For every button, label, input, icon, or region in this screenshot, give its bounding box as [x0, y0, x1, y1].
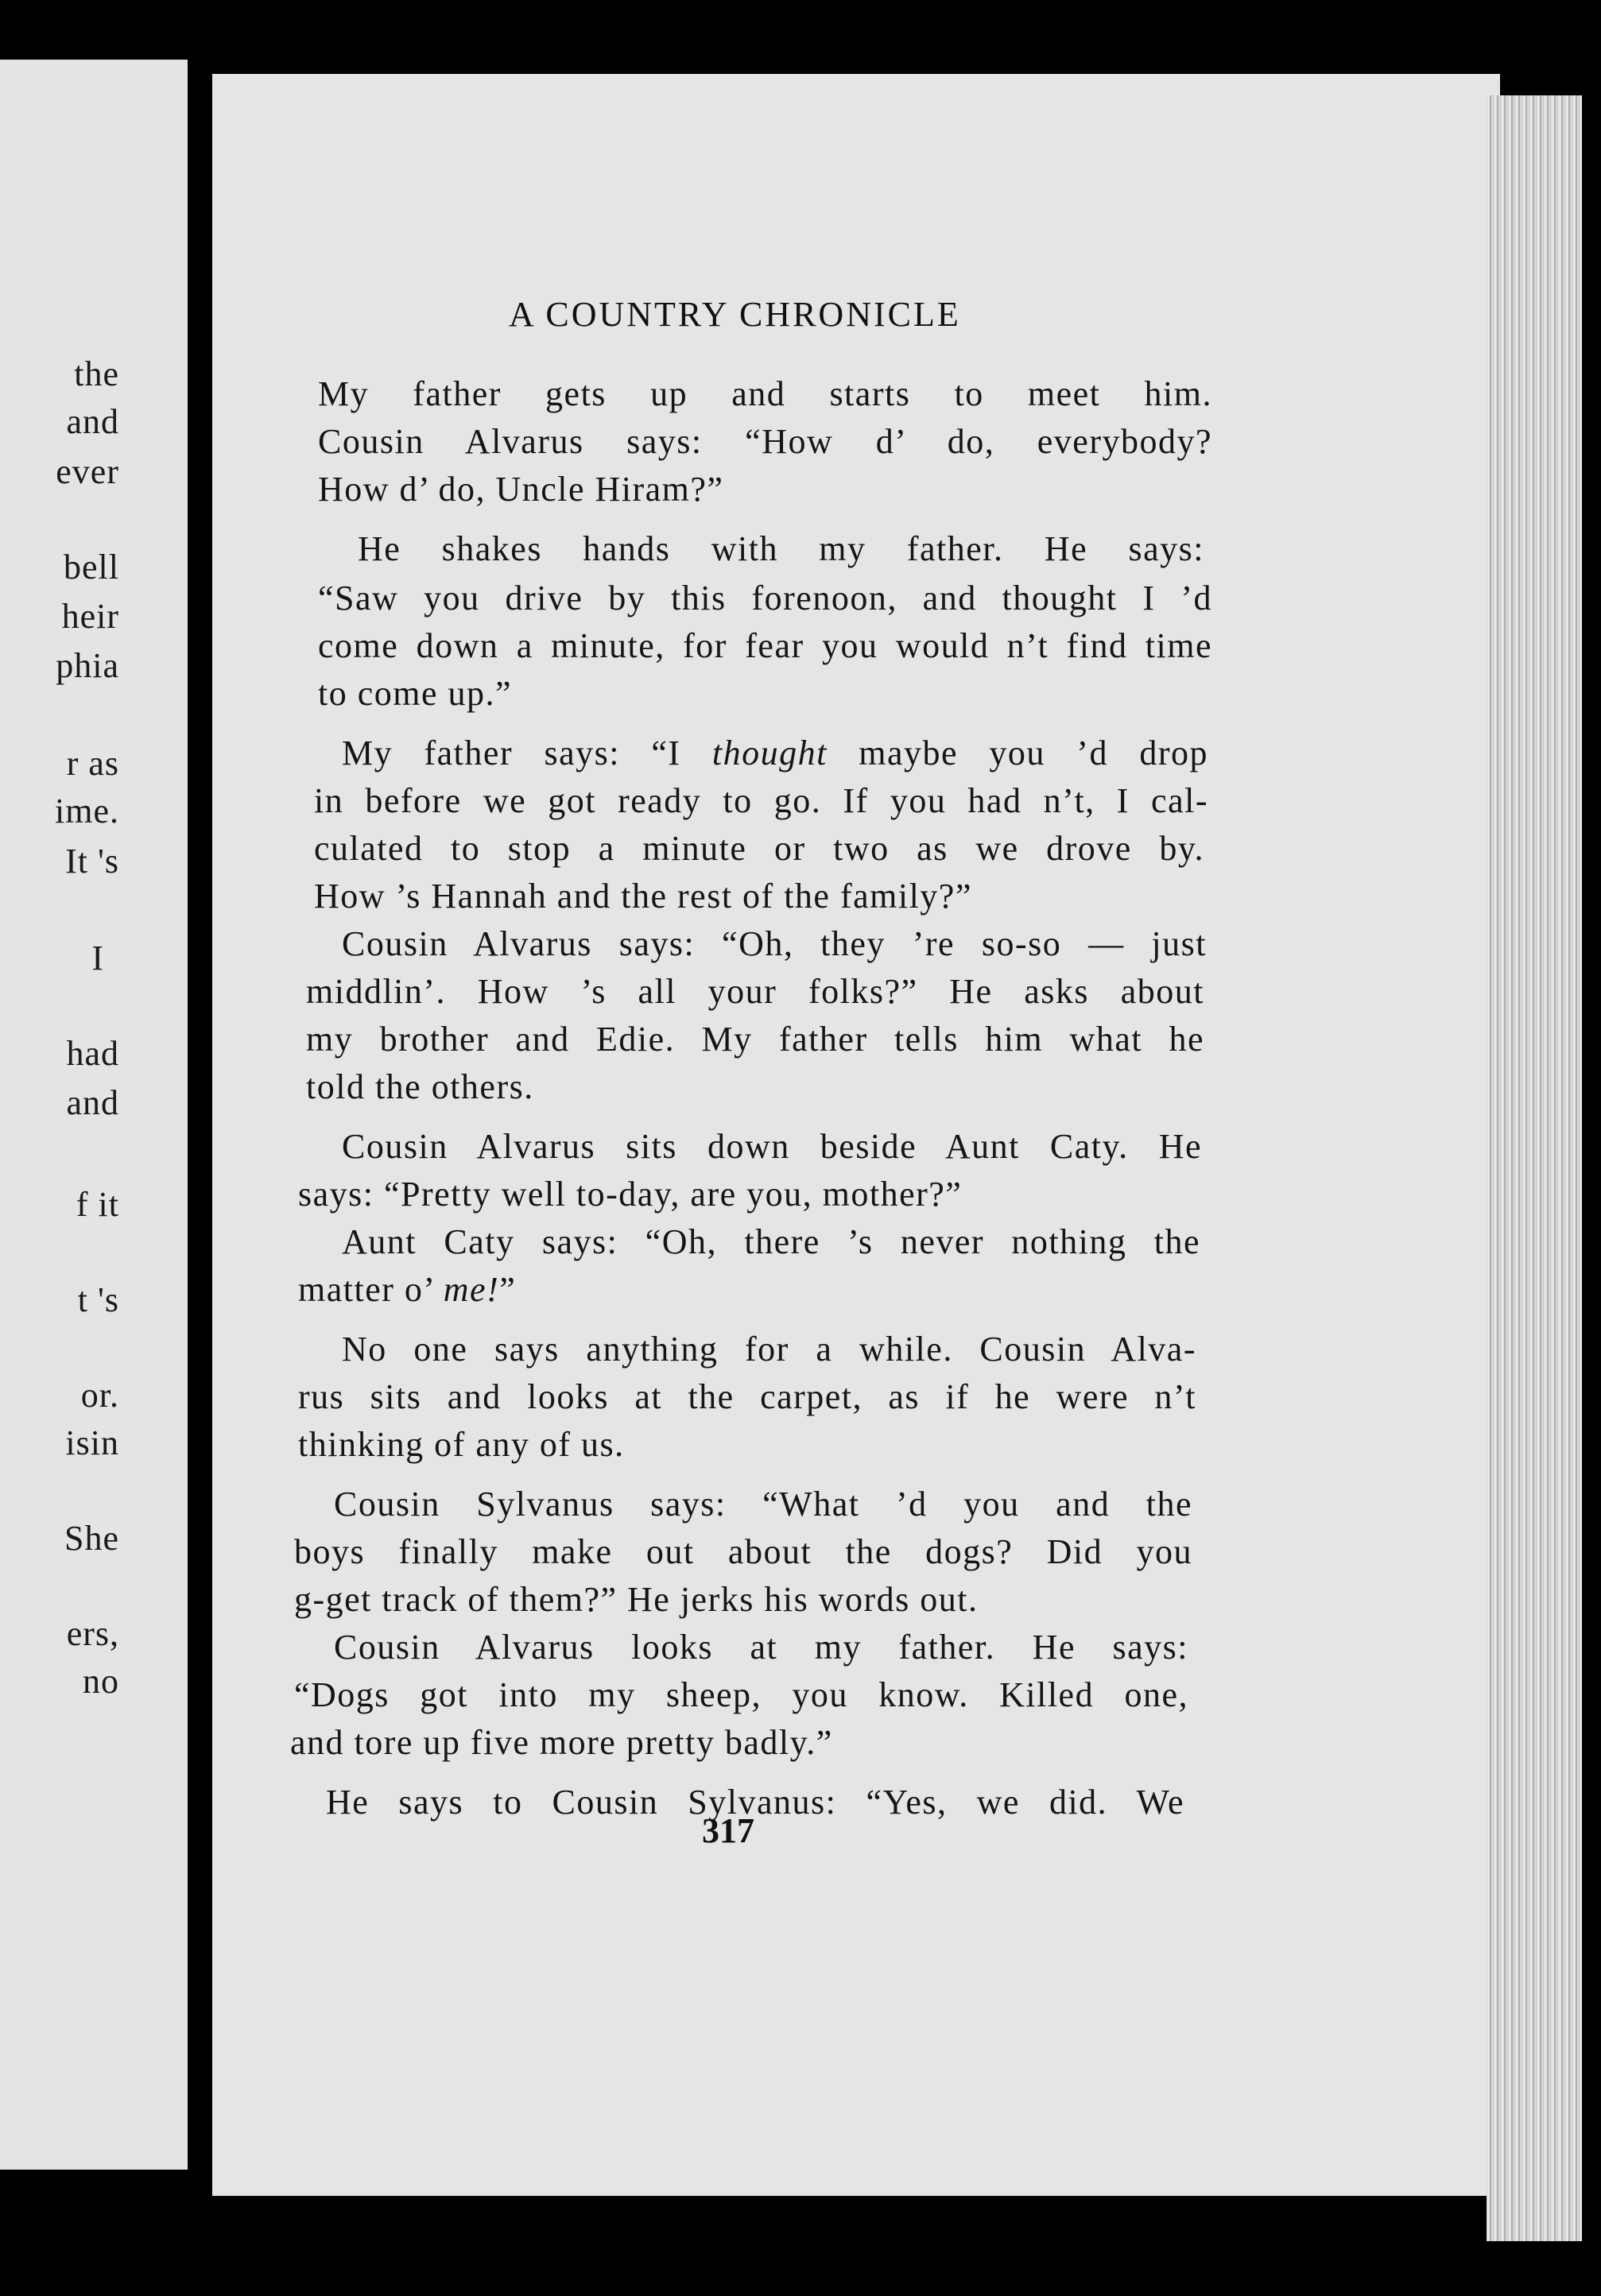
text-line: culated to stop a minute or two as we drove by. — [314, 829, 1204, 868]
text-line: my brother and Edie. My father tells him what he — [306, 1020, 1204, 1059]
text-line: Cousin Alvarus looks at my father. He says: — [334, 1628, 1188, 1667]
text-line: My father gets up and starts to meet him. — [318, 374, 1212, 413]
left-page-text — [0, 60, 188, 2170]
text-line: thinking of any of us. — [298, 1425, 625, 1464]
page-number: 317 — [702, 1811, 754, 1850]
text-line: and tore up five more pretty badly.” — [290, 1723, 833, 1762]
left-page-fragment: heir — [61, 597, 119, 636]
left-page-fragment: ers, — [66, 1614, 119, 1653]
left-page-fragment: or. — [80, 1376, 119, 1415]
text-line: matter o’ me!” — [298, 1270, 517, 1309]
text-line: He shakes hands with my father. He says: — [358, 529, 1204, 568]
left-page-fragment: no — [83, 1662, 119, 1701]
text-line: boys finally make out about the dogs? Did you — [294, 1532, 1192, 1571]
left-page — [0, 60, 188, 2170]
left-page-fragment: isin — [65, 1423, 119, 1462]
text-line: Cousin Alvarus says: “How d’ do, everybody? — [318, 422, 1212, 461]
text-line: Cousin Alvarus sits down beside Aunt Caty. He — [342, 1127, 1202, 1166]
text-line: in before we got ready to go. If you had n’t, I cal- — [314, 781, 1208, 820]
text-line: to come up.” — [318, 674, 513, 713]
left-page-fragment: ever — [56, 452, 119, 491]
text-line: Cousin Alvarus says: “Oh, they ’re so-so — just — [342, 924, 1207, 963]
left-page-fragment: It 's — [65, 842, 119, 881]
left-page-fragment: She — [64, 1519, 119, 1558]
emphasis: thought — [711, 734, 828, 772]
left-page-fragment: the — [74, 354, 119, 393]
text-line: He says to Cousin Sylvanus: “Yes, we did. We — [326, 1783, 1184, 1822]
left-page-fragment: r as — [66, 744, 119, 783]
text-line: No one says anything for a while. Cousin Alva- — [342, 1330, 1196, 1369]
left-page-fragment: had — [66, 1034, 119, 1073]
text-line: My father says: “I thought maybe you ’d drop — [342, 734, 1208, 772]
text-line: come down a minute, for fear you would n’t find time — [318, 626, 1212, 665]
text-line: rus sits and looks at the carpet, as if he were n’t — [298, 1377, 1196, 1416]
text-line: says: “Pretty well to-day, are you, mother?” — [298, 1175, 963, 1214]
text-line: Aunt Caty says: “Oh, there ’s never nothing the — [342, 1222, 1200, 1261]
running-header: A COUNTRY CHRONICLE — [509, 295, 961, 334]
text-line: middlin’. How ’s all your folks?” He asks about — [306, 972, 1204, 1011]
text-line: How ’s Hannah and the rest of the family?” — [314, 877, 972, 916]
text-line: “Dogs got into my sheep, you know. Killed one, — [294, 1675, 1188, 1714]
text-line: “Saw you drive by this forenoon, and thought I ’d — [318, 579, 1212, 618]
left-page-fragment: phia — [56, 646, 119, 685]
left-page-fragment: and — [66, 1083, 119, 1122]
left-page-fragment: ime. — [55, 792, 119, 831]
left-page-fragment: bell — [64, 548, 119, 587]
text-line: How d’ do, Uncle Hiram?” — [318, 470, 724, 509]
left-page-fragment: t 's — [77, 1280, 119, 1319]
left-page-fragment: f it — [76, 1185, 119, 1224]
text-line: Cousin Sylvanus says: “What ’d you and the — [334, 1485, 1192, 1524]
text-line: g-get track of them?” He jerks his words out. — [294, 1580, 979, 1619]
emphasis: me! — [443, 1270, 500, 1309]
left-page-fragment: and — [66, 402, 119, 441]
page-edges — [1487, 95, 1582, 2241]
text-line: told the others. — [306, 1067, 534, 1106]
left-page-fragment: I — [91, 939, 104, 978]
